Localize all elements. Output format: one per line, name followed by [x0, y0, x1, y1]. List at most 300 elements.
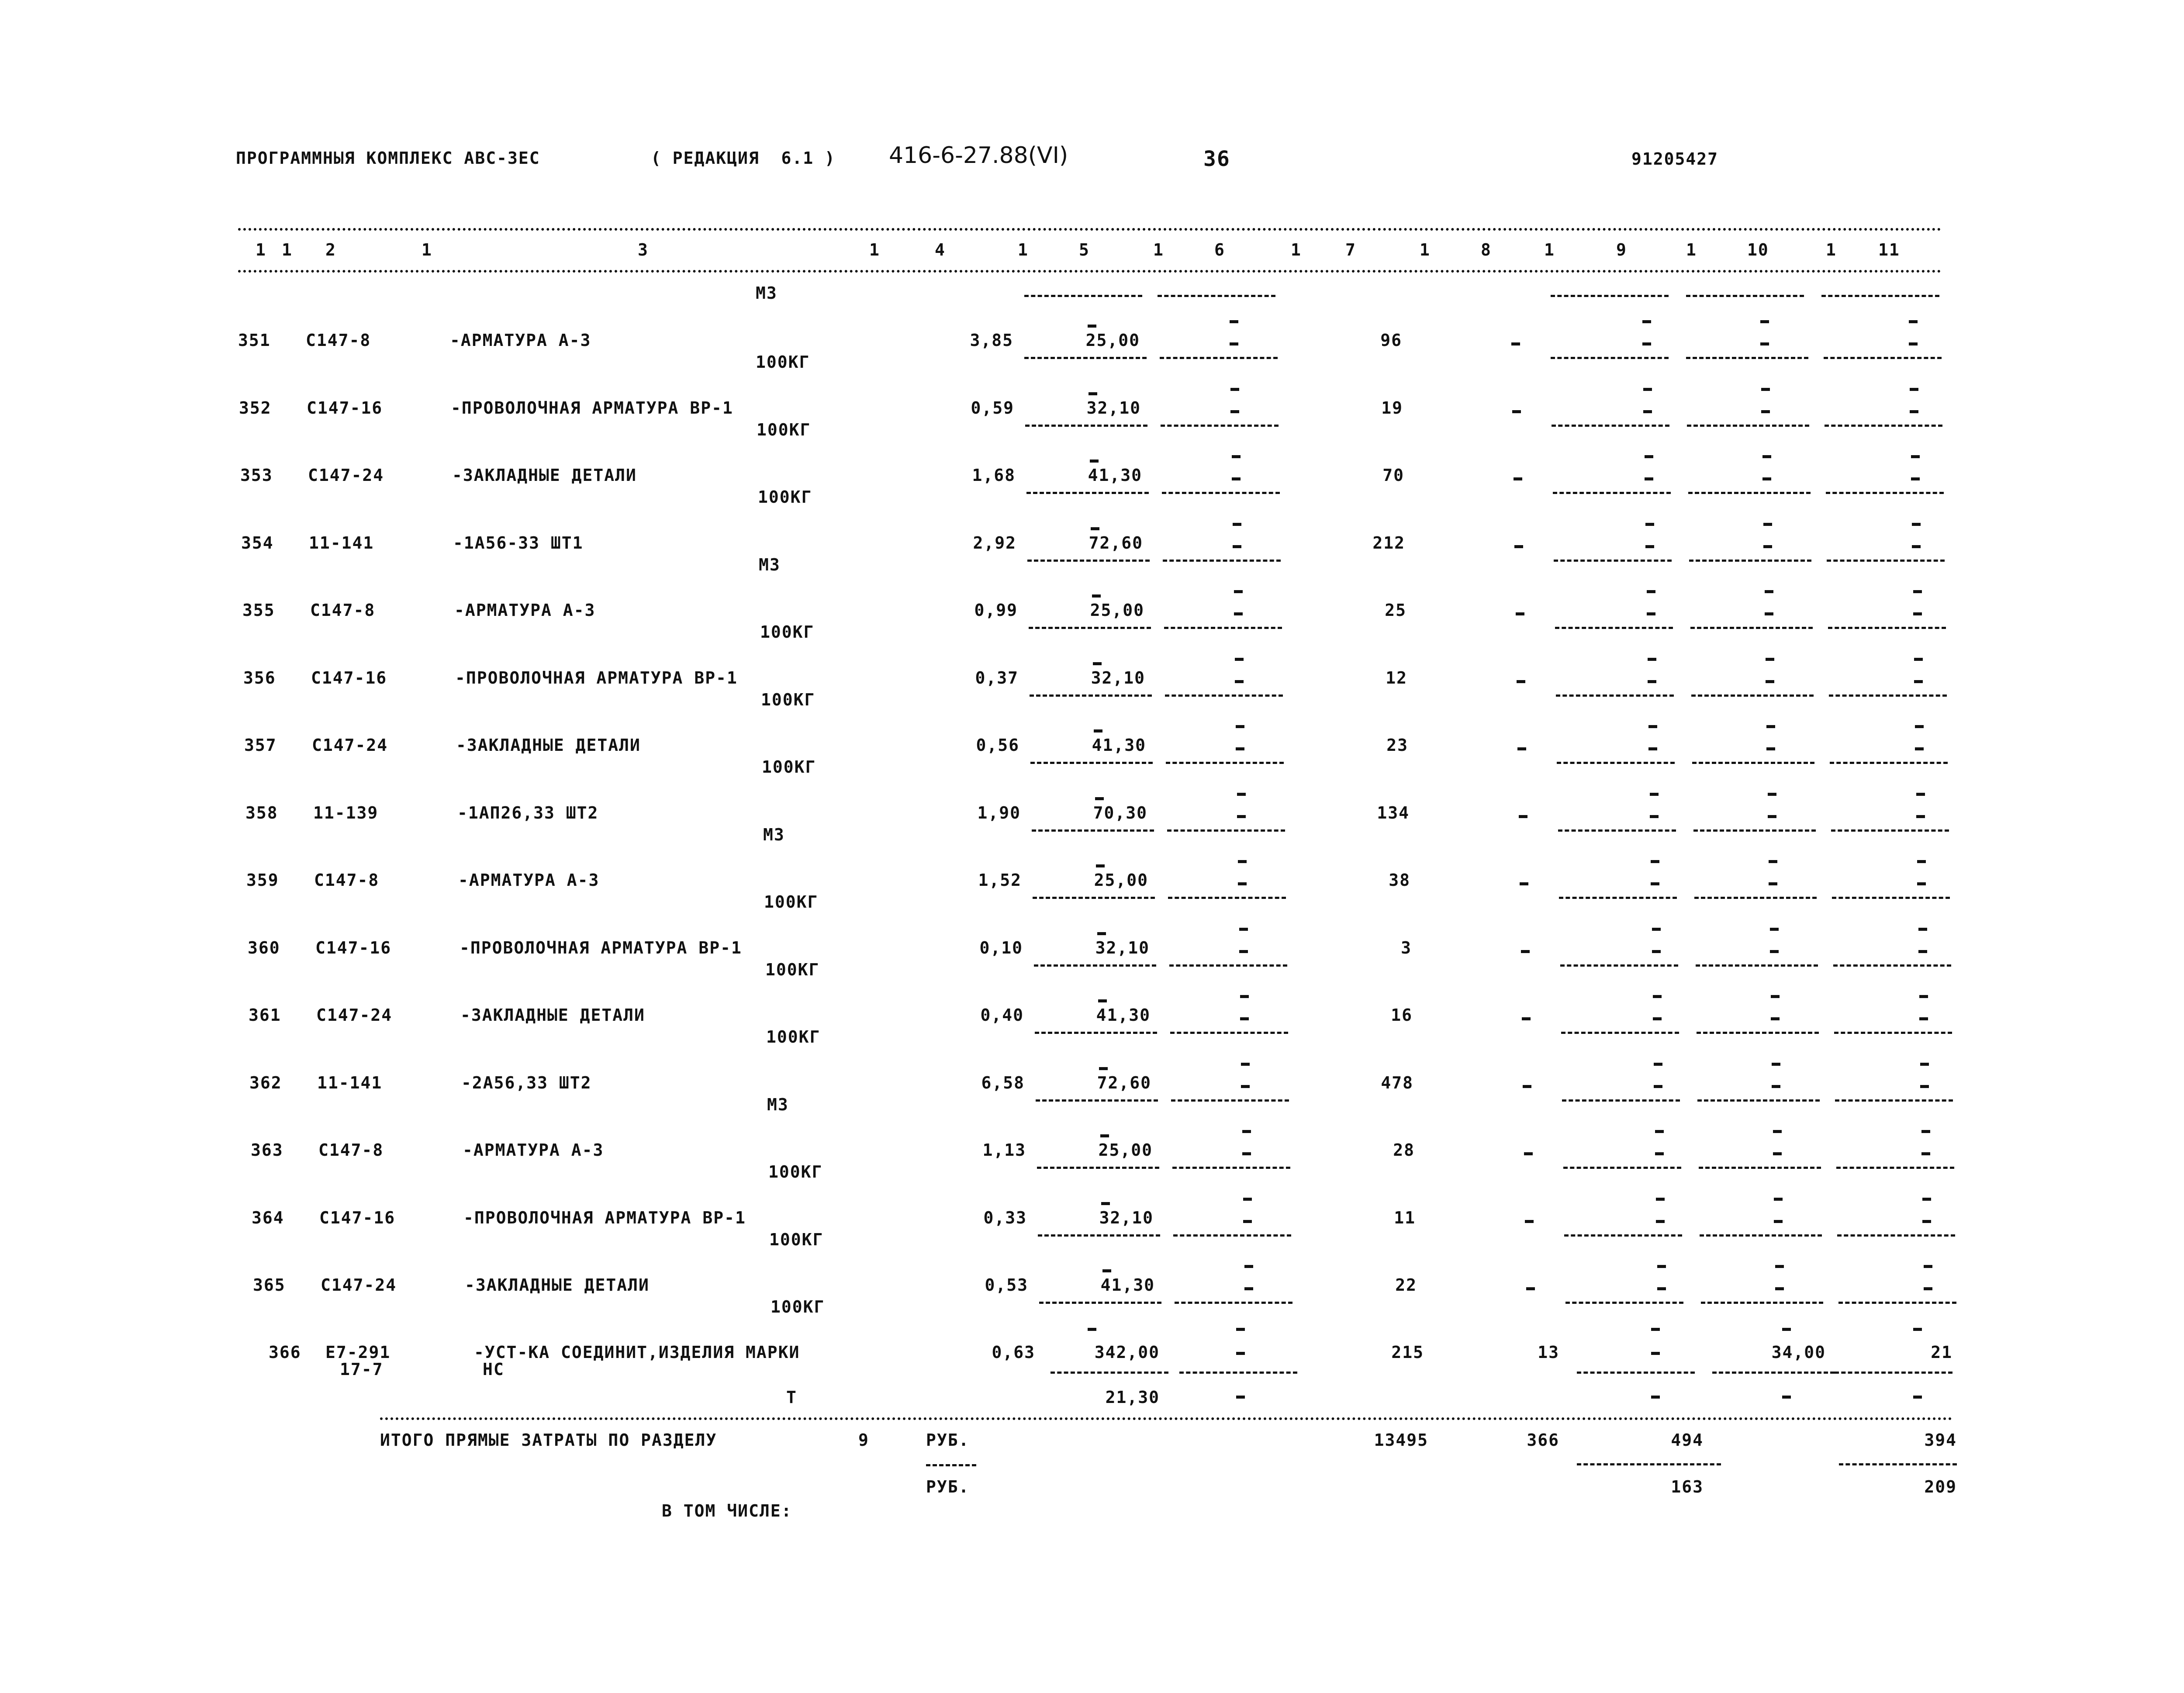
- top-unit: М3: [756, 283, 778, 303]
- row-qty: 2,92: [973, 533, 1016, 553]
- dash-mark: [1230, 388, 1239, 391]
- price-underline: [1029, 627, 1151, 629]
- price-underline: [1024, 357, 1147, 359]
- row-num: 351: [238, 331, 271, 350]
- dash-mark: [1762, 455, 1771, 458]
- dash-mark: [1912, 545, 1921, 548]
- dash-mark: [1760, 342, 1769, 346]
- dash-mark: [1236, 1396, 1245, 1399]
- dash-mark: [1243, 1198, 1252, 1201]
- dash-mark: [1919, 1017, 1928, 1020]
- row-cost: 25: [1385, 601, 1406, 620]
- dash-mark: [1770, 950, 1779, 953]
- row-name: -ПРОВОЛОЧНАЯ АРМАТУРА ВР-1: [460, 938, 742, 957]
- dash-mark: [1761, 388, 1770, 391]
- dash-mark: [1913, 1396, 1922, 1399]
- dash-mark: [1102, 1269, 1111, 1272]
- dash-mark: [1514, 477, 1522, 480]
- dash-mark: [1782, 1396, 1791, 1399]
- row-qty: 0,53: [985, 1275, 1028, 1295]
- row-unit: 100КГ: [762, 757, 816, 777]
- row-unit: М3: [763, 825, 785, 844]
- col10-underline: [1699, 1167, 1821, 1169]
- totals-col9-b: 163: [1671, 1477, 1704, 1496]
- col11-underline: [1825, 425, 1942, 427]
- document-number: 91205427: [1631, 149, 1719, 169]
- dash-mark: [1526, 1287, 1535, 1290]
- dash-mark: [1233, 523, 1241, 526]
- dash-mark: [1098, 999, 1107, 1002]
- dash-mark: [1920, 1063, 1929, 1066]
- col6-underline: [1172, 1167, 1290, 1169]
- row-num: 364: [252, 1208, 284, 1227]
- dash-mark: [1911, 455, 1920, 458]
- dash-mark: [1913, 1328, 1922, 1331]
- row-unit: 100КГ: [764, 892, 819, 912]
- dash-mark: [1914, 658, 1923, 661]
- dash-mark: [1762, 477, 1771, 480]
- row-cost: 3: [1401, 938, 1412, 957]
- row-unit: 100КГ: [761, 690, 816, 709]
- col10-underline: [1688, 492, 1811, 494]
- row-code: С147-8: [314, 871, 380, 890]
- dash-mark: [1642, 342, 1651, 346]
- col10-underline: [1701, 1302, 1823, 1304]
- row-price: 32,10: [1095, 938, 1150, 957]
- edition-label: ( РЕДАКЦИЯ 6.1 ): [651, 149, 836, 168]
- including-label: В ТОМ ЧИСЛЕ:: [662, 1501, 792, 1520]
- dash-mark: [1516, 612, 1524, 615]
- col9-underline: [1562, 1099, 1680, 1102]
- price-underline: [1025, 425, 1147, 427]
- dash-mark: [1236, 1328, 1245, 1331]
- dash-mark: [1234, 590, 1243, 593]
- dash-mark: [1643, 388, 1652, 391]
- col10-underline: [1696, 964, 1818, 967]
- row-name: -ЗАКЛАДНЫЕ ДЕТАЛИ: [452, 466, 637, 485]
- dash-mark: [1768, 815, 1776, 818]
- row-qty: 1,68: [972, 466, 1016, 485]
- row-code: 11-141: [317, 1073, 383, 1092]
- dash-mark: [1522, 1017, 1531, 1020]
- row-num: 365: [253, 1275, 286, 1295]
- dash-mark: [1235, 680, 1244, 683]
- row-name: -АРМАТУРА А-3: [454, 601, 596, 620]
- dash-mark: [1242, 1152, 1251, 1155]
- dash-mark: [1913, 612, 1922, 615]
- row-qty: 0,10: [979, 938, 1023, 957]
- dash-mark: [1651, 1352, 1660, 1355]
- dash-mark: [1241, 1063, 1250, 1066]
- dash-mark: [1915, 725, 1924, 728]
- dash-mark: [1782, 1328, 1791, 1331]
- row-name: -ПРОВОЛОЧНАЯ АРМАТУРА ВР-1: [451, 398, 733, 418]
- row-num: 353: [240, 466, 273, 485]
- col9-underline: [1555, 627, 1673, 629]
- row-cost: 23: [1386, 736, 1408, 755]
- col10-underline: [1687, 425, 1809, 427]
- dash-mark: [1924, 1265, 1932, 1268]
- row-price: 32,10: [1091, 668, 1145, 688]
- row-col8: 13: [1538, 1343, 1559, 1362]
- col11-underline: [1835, 1099, 1953, 1102]
- col6-underline: [1161, 425, 1279, 427]
- dash-mark: [1235, 658, 1244, 661]
- dash-mark: [1648, 725, 1657, 728]
- col6-underline: [1162, 492, 1280, 494]
- dash-mark: [1650, 793, 1659, 796]
- dash-mark: [1773, 1130, 1782, 1133]
- row-code: С147-24: [316, 1005, 393, 1025]
- totals-rule: [380, 1417, 1952, 1420]
- row-code: С147-24: [312, 736, 388, 755]
- row-price: 41,30: [1100, 1275, 1155, 1295]
- col10-underline: [1692, 762, 1814, 764]
- col10-underline: [1689, 560, 1811, 562]
- row-cost: 11: [1394, 1208, 1416, 1227]
- dash-mark: [1770, 928, 1779, 931]
- price-underline: [1039, 1302, 1161, 1304]
- row-qty: 1,13: [982, 1140, 1026, 1160]
- dash-mark: [1760, 320, 1769, 323]
- dash-mark: [1244, 1287, 1253, 1290]
- row-num: 358: [245, 803, 278, 822]
- row-num: 355: [242, 601, 275, 620]
- dash-mark: [1654, 1085, 1662, 1088]
- row366-underline: [1179, 1372, 1297, 1374]
- column-header-13: 1: [1420, 240, 1431, 259]
- row-price: 41,30: [1096, 1005, 1151, 1025]
- dash-mark: [1775, 1265, 1784, 1268]
- row-price: 32,10: [1099, 1208, 1154, 1227]
- totals-unit-2: РУБ.: [926, 1477, 970, 1496]
- row-price: 70,30: [1093, 803, 1147, 822]
- col11-underline: [1838, 1302, 1956, 1304]
- col6-underline: [1171, 1099, 1289, 1102]
- dash-mark: [1655, 1130, 1664, 1133]
- dash-mark: [1236, 725, 1244, 728]
- col9-underline: [1565, 1302, 1683, 1304]
- row-unit: 100КГ: [756, 352, 810, 372]
- dash-mark: [1913, 590, 1922, 593]
- dash-mark: [1769, 882, 1777, 885]
- row-name: -АРМАТУРА А-3: [450, 331, 591, 350]
- row-name: -1А56-33 ШТ1: [453, 533, 584, 553]
- dash-mark: [1520, 882, 1528, 885]
- dash-mark: [1240, 1017, 1249, 1020]
- row-name: -1АП26,33 ШТ2: [457, 803, 599, 822]
- col10-underline: [1694, 897, 1817, 899]
- row-price-2: 21,30: [1105, 1388, 1160, 1407]
- col9-underline: [1553, 492, 1671, 494]
- dash-mark: [1652, 950, 1661, 953]
- dash-mark: [1922, 1198, 1931, 1201]
- column-header-12: 7: [1345, 240, 1356, 259]
- col6-underline: [1160, 357, 1278, 359]
- row-qty: 0,37: [975, 668, 1019, 688]
- col11-underline: [1832, 897, 1950, 899]
- row-price: 25,00: [1090, 601, 1144, 620]
- dash-mark: [1236, 747, 1244, 750]
- dash-mark: [1651, 882, 1659, 885]
- dash-mark: [1645, 545, 1654, 548]
- dash-mark: [1088, 1328, 1096, 1331]
- row-code: 11-139: [313, 803, 379, 822]
- dash-mark: [1097, 932, 1106, 935]
- dash-mark: [1512, 410, 1521, 413]
- col11-underline: [1836, 1167, 1954, 1169]
- dash-mark: [1243, 1220, 1252, 1223]
- column-header-5: 1: [869, 240, 880, 259]
- row366-underline: [1577, 1372, 1695, 1374]
- row-cost: 215: [1391, 1343, 1424, 1362]
- col6-underline: [1163, 560, 1281, 562]
- dash-mark: [1648, 680, 1656, 683]
- column-header-9: 1: [1153, 240, 1164, 259]
- row-num: 356: [243, 668, 276, 688]
- col11-underline: [1833, 964, 1951, 967]
- row-name: -2А56,33 ШТ2: [461, 1073, 592, 1092]
- row-unit: 100КГ: [760, 622, 815, 642]
- totals-col9-dash: [1577, 1463, 1721, 1465]
- dash-mark: [1911, 477, 1920, 480]
- totals-col11-b: 209: [1924, 1477, 1957, 1496]
- dash-mark: [1771, 1017, 1780, 1020]
- totals-unit-dash: [926, 1464, 976, 1466]
- row-name: -АРМАТУРА А-3: [463, 1140, 604, 1160]
- totals-col11: 394: [1924, 1430, 1957, 1450]
- row-code: С147-8: [310, 601, 376, 620]
- header-rule-top: [238, 228, 1942, 231]
- row-qty: 0,59: [971, 398, 1014, 418]
- dash-mark: [1763, 523, 1772, 526]
- dash-mark: [1643, 410, 1652, 413]
- dash-mark: [1657, 1287, 1666, 1290]
- dash-mark: [1101, 1202, 1110, 1205]
- dash-mark: [1919, 995, 1928, 998]
- row-cost: 134: [1377, 803, 1410, 822]
- top-underline: [1158, 295, 1275, 297]
- row-qty: 0,33: [983, 1208, 1027, 1227]
- dash-mark: [1774, 1220, 1783, 1223]
- header-rule-bottom: [238, 270, 1942, 273]
- col9-underline: [1554, 560, 1672, 562]
- col6-underline: [1170, 1032, 1288, 1034]
- dash-mark: [1232, 477, 1241, 480]
- col10-underline: [1697, 1099, 1820, 1102]
- totals-section: 9: [858, 1430, 869, 1450]
- dash-mark: [1656, 1198, 1665, 1201]
- row-qty: 1,90: [977, 803, 1021, 822]
- price-underline: [1034, 964, 1156, 967]
- dash-mark: [1525, 1220, 1534, 1223]
- row-col10: 34,00: [1771, 1343, 1826, 1362]
- row-num: 357: [244, 736, 277, 755]
- totals-col7: 13495: [1374, 1430, 1428, 1450]
- col10-underline: [1697, 1032, 1819, 1034]
- row-unit: 100КГ: [757, 420, 811, 439]
- col11-underline: [1827, 560, 1945, 562]
- dash-mark: [1921, 1130, 1930, 1133]
- col9-underline: [1558, 829, 1676, 832]
- dash-mark: [1089, 392, 1097, 395]
- dash-mark: [1766, 658, 1774, 661]
- dash-mark: [1921, 1152, 1930, 1155]
- column-header-14: 8: [1481, 240, 1492, 259]
- column-header-11: 1: [1291, 240, 1302, 259]
- row-code-cont: 17-7: [340, 1360, 384, 1379]
- row-num: 359: [246, 871, 279, 890]
- row-unit: 100КГ: [771, 1297, 825, 1316]
- dash-mark: [1772, 1063, 1780, 1066]
- dash-mark: [1239, 950, 1248, 953]
- dash-mark: [1914, 680, 1923, 683]
- row-code: С147-24: [308, 466, 384, 485]
- dash-mark: [1230, 410, 1239, 413]
- row-price: 41,30: [1092, 736, 1146, 755]
- program-label: ПРОГРАММНЫЯ КОМПЛЕКС АВС-ЗЕС: [236, 149, 540, 168]
- dash-mark: [1244, 1265, 1253, 1268]
- dash-mark: [1653, 1017, 1662, 1020]
- totals-col8: 366: [1527, 1430, 1559, 1450]
- row-cost: 96: [1380, 331, 1402, 350]
- row-price: 41,30: [1088, 466, 1142, 485]
- row-qty: 0,56: [976, 736, 1019, 755]
- dash-mark: [1100, 1134, 1109, 1137]
- dash-mark: [1763, 545, 1772, 548]
- row-code: С147-16: [311, 668, 387, 688]
- row-code: 11-141: [309, 533, 374, 553]
- row-name-cont: НС: [483, 1360, 505, 1379]
- dash-mark: [1766, 747, 1775, 750]
- col9-underline: [1557, 762, 1675, 764]
- dash-mark: [1916, 793, 1925, 796]
- row-price: 72,60: [1089, 533, 1143, 553]
- top-underline: [1821, 295, 1939, 297]
- row-code: С147-16: [307, 398, 383, 418]
- dash-mark: [1765, 612, 1773, 615]
- dash-mark: [1091, 527, 1099, 530]
- row-num: 363: [251, 1140, 283, 1160]
- price-underline: [1038, 1234, 1160, 1237]
- document-code: 416-6-27.88(VI): [889, 142, 1068, 169]
- row-unit: 100КГ: [769, 1230, 824, 1249]
- row-cost: 19: [1381, 398, 1403, 418]
- col10-underline: [1690, 627, 1813, 629]
- dash-mark: [1238, 860, 1247, 863]
- col9-underline: [1561, 1032, 1679, 1034]
- dash-mark: [1524, 1152, 1533, 1155]
- col6-underline: [1165, 694, 1283, 697]
- dash-mark: [1909, 320, 1918, 323]
- price-underline: [1033, 897, 1155, 899]
- dash-mark: [1517, 747, 1526, 750]
- row-cost: 12: [1386, 668, 1407, 688]
- column-header-2: 2: [325, 240, 336, 259]
- row-name: -ПРОВОЛОЧНАЯ АРМАТУРА ВР-1: [463, 1208, 746, 1227]
- column-header-17: 1: [1686, 240, 1697, 259]
- row-name: -ЗАКЛАДНЫЕ ДЕТАЛИ: [460, 1005, 645, 1025]
- row-qty: 0,40: [980, 1005, 1024, 1025]
- row-unit: Т: [786, 1388, 797, 1407]
- dash-mark: [1771, 995, 1780, 998]
- col11-underline: [1837, 1234, 1955, 1237]
- row-price: 32,10: [1086, 398, 1141, 418]
- dash-mark: [1917, 860, 1926, 863]
- dash-mark: [1642, 320, 1651, 323]
- dash-mark: [1916, 815, 1925, 818]
- price-underline: [1030, 762, 1153, 764]
- column-header-16: 9: [1616, 240, 1627, 259]
- dash-mark: [1650, 815, 1659, 818]
- page-number: 36: [1203, 147, 1230, 171]
- col9-underline: [1556, 694, 1674, 697]
- column-header-20: 11: [1878, 240, 1900, 259]
- dash-mark: [1099, 1067, 1108, 1070]
- row-cost: 70: [1382, 466, 1404, 485]
- row-cost: 478: [1381, 1073, 1413, 1092]
- dash-mark: [1230, 320, 1238, 323]
- dash-mark: [1774, 1198, 1783, 1201]
- row-col11: 21: [1931, 1343, 1952, 1362]
- dash-mark: [1239, 928, 1248, 931]
- dash-mark: [1236, 1352, 1245, 1355]
- row-name: -ЗАКЛАДНЫЕ ДЕТАЛИ: [465, 1275, 650, 1295]
- row-cost: 22: [1395, 1275, 1417, 1295]
- totals-label: ИТОГО ПРЯМЫЕ ЗАТРАТЫ ПО РАЗДЕЛУ: [380, 1430, 717, 1450]
- col6-underline: [1168, 897, 1286, 899]
- row-unit: М3: [767, 1095, 789, 1114]
- col11-underline: [1826, 492, 1944, 494]
- dash-mark: [1514, 545, 1523, 548]
- dash-mark: [1241, 1085, 1250, 1088]
- col11-underline: [1830, 762, 1948, 764]
- column-header-10: 6: [1214, 240, 1225, 259]
- row-code: С147-16: [319, 1208, 396, 1227]
- row-num: 352: [239, 398, 272, 418]
- row-price: 25,00: [1094, 871, 1148, 890]
- top-underline: [1024, 295, 1142, 297]
- dash-mark: [1910, 410, 1918, 413]
- dash-mark: [1519, 815, 1527, 818]
- row-num: 360: [248, 938, 280, 957]
- column-header-1: 1: [282, 240, 293, 259]
- column-header-6: 4: [935, 240, 946, 259]
- col9-underline: [1552, 425, 1669, 427]
- col6-underline: [1166, 762, 1284, 764]
- column-header-0: 1: [256, 240, 266, 259]
- price-underline: [1035, 1032, 1157, 1034]
- dash-mark: [1920, 1085, 1929, 1088]
- dash-mark: [1232, 455, 1241, 458]
- totals-col9: 494: [1671, 1430, 1704, 1450]
- col6-underline: [1167, 829, 1285, 832]
- row-unit: М3: [759, 555, 781, 574]
- totals-unit: РУБ.: [926, 1430, 970, 1450]
- dash-mark: [1094, 729, 1102, 732]
- col9-underline: [1563, 1167, 1681, 1169]
- dash-mark: [1645, 455, 1653, 458]
- dash-mark: [1648, 658, 1656, 661]
- row-num: 354: [241, 533, 274, 553]
- row-name: -ЗАКЛАДНЫЕ ДЕТАЛИ: [456, 736, 641, 755]
- dash-mark: [1093, 662, 1102, 665]
- row-name: -ПРОВОЛОЧНАЯ АРМАТУРА ВР-1: [455, 668, 738, 688]
- top-underline: [1551, 295, 1669, 297]
- dash-mark: [1917, 882, 1926, 885]
- dash-mark: [1773, 1152, 1782, 1155]
- row-code: С147-24: [321, 1275, 397, 1295]
